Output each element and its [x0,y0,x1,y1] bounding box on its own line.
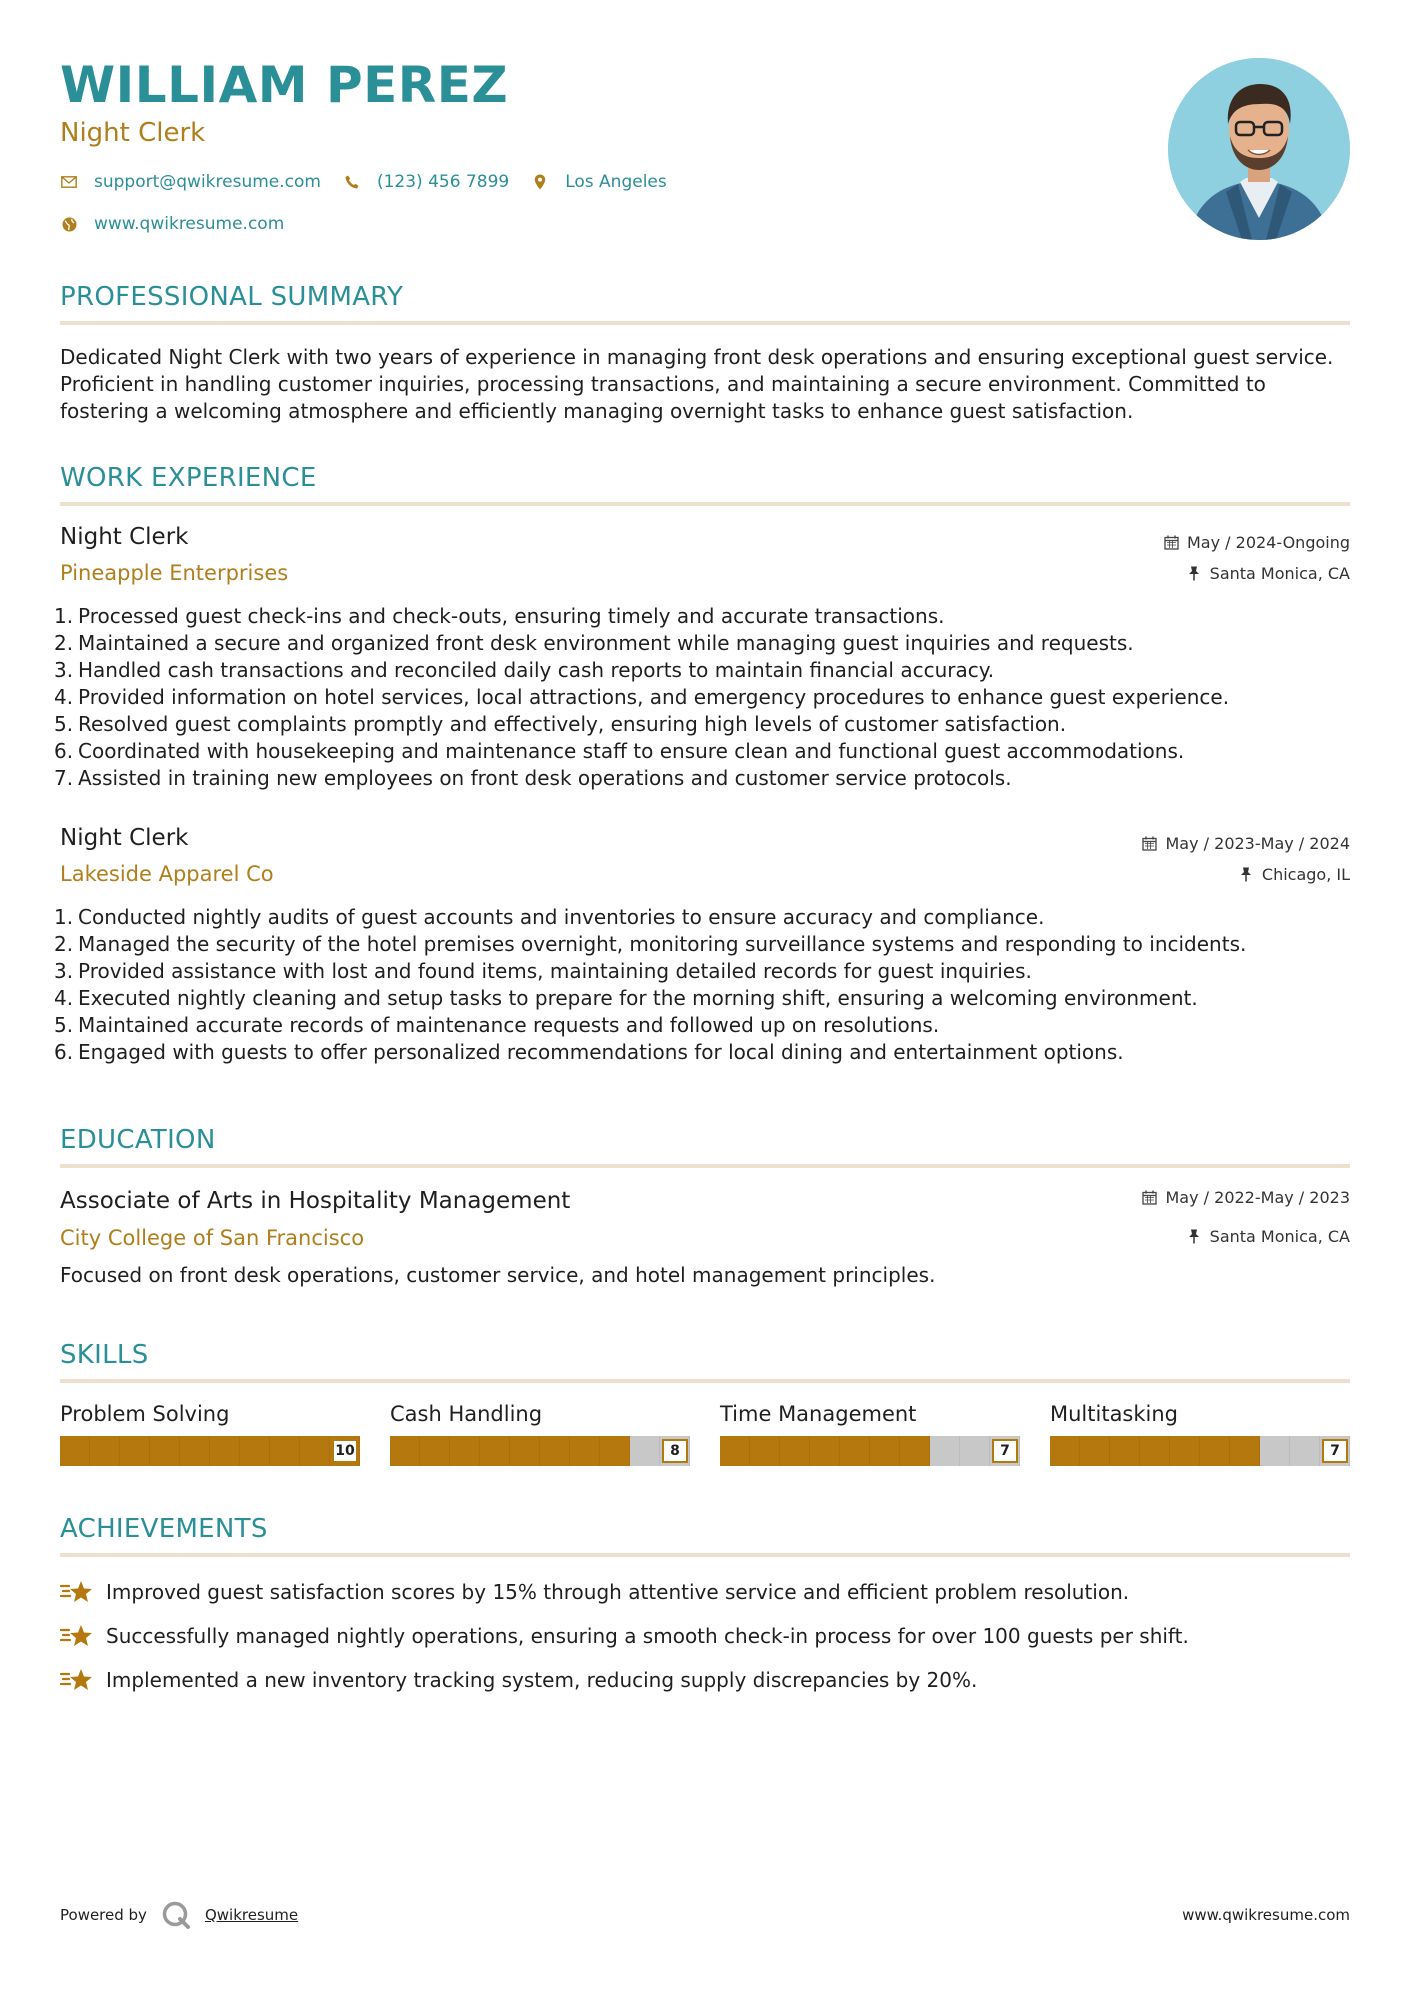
skill-segment [480,1436,510,1466]
brand-link[interactable]: Qwikresume [204,1906,299,1924]
achievements-heading: ACHIEVEMENTS [60,1514,268,1544]
skill-score: 7 [992,1439,1018,1463]
calendar-icon [1163,535,1179,551]
skill-segment [900,1436,930,1466]
achievement-item [60,1578,1129,1606]
job-location [1186,564,1350,583]
skill-segment [1170,1436,1200,1466]
skill-segment [720,1436,750,1466]
skill-score: 8 [662,1439,688,1463]
summary-heading: PROFESSIONAL SUMMARY [60,282,404,312]
contact-website[interactable] [60,214,284,234]
skill-segment [240,1436,270,1466]
skill-segment [420,1436,450,1466]
shooting-star-icon [60,1666,94,1694]
achievement-text: Improved guest satisfaction scores by 15% through attentive service and efficient problem resolution. [106,1580,1130,1604]
shooting-star-icon [60,1578,94,1606]
skill-segment [930,1436,960,1466]
list-item: 2. Managed the security of the hotel premises overnight, monitoring surveillance systems and responding to incidents. [54,932,1247,956]
achievement-item [60,1622,1189,1650]
skill-segment [1200,1436,1230,1466]
skill-bar [390,1436,690,1466]
candidate-title: Night Clerk [60,118,206,148]
skill-segment [1080,1436,1110,1466]
job-location-text: Santa Monica, CA [1209,564,1350,583]
list-item: 3. Provided assistance with lost and found items, maintaining detailed records for guest inquiries. [54,959,1032,983]
skill-segment [750,1436,780,1466]
skill-segment [630,1436,660,1466]
job-location [1238,865,1350,884]
skill-bar [60,1436,360,1466]
powered-by-text: Powered by [60,1906,147,1924]
section-divider [60,321,1350,325]
achievement-item [60,1666,977,1694]
list-item: 4. Executed nightly cleaning and setup tasks to prepare for the morning shift, ensuring a welcoming environment. [54,986,1198,1010]
experience-heading: WORK EXPERIENCE [60,463,317,493]
skill-segment [780,1436,810,1466]
shooting-star-icon [60,1622,94,1650]
list-item: 4. Provided information on hotel services, local attractions, and emergency procedures to enhance guest experience. [54,685,1230,709]
profile-photo [1168,58,1350,240]
website-text: www.qwikresume.com [94,214,285,234]
job-dates [1142,834,1351,853]
skill-segment [510,1436,540,1466]
education-description: Focused on front desk operations, customer service, and hotel management principles. [60,1263,936,1287]
achievement-text: Implemented a new inventory tracking system, reducing supply discrepancies by 20%. [106,1668,978,1692]
email-text: support@qwikresume.com [94,172,321,192]
pushpin-icon [1238,867,1254,883]
skill-score: 10 [332,1439,358,1463]
skills-heading: SKILLS [60,1340,149,1370]
skill-segment [1140,1436,1170,1466]
list-item: 7. Assisted in training new employees on front desk operations and customer service protocols. [54,766,1012,790]
section-divider [60,1379,1350,1383]
calendar-icon [1142,1190,1158,1206]
skill-item [1050,1402,1350,1466]
footer-powered-by [60,1900,298,1930]
skill-segment [960,1436,990,1466]
section-divider [60,1553,1350,1557]
pushpin-icon [1186,566,1202,582]
skill-segment [270,1436,300,1466]
education-heading: EDUCATION [60,1125,216,1155]
skill-segment [1230,1436,1260,1466]
candidate-name: WILLIAM PEREZ [60,56,509,114]
contact-email[interactable] [60,172,321,192]
education-dates [1142,1188,1351,1207]
job-title: Night Clerk [60,825,189,851]
skill-bar [720,1436,1020,1466]
skill-item [390,1402,690,1466]
globe-icon [60,215,78,233]
list-item: 2. Maintained a secure and organized front desk environment while managing guest inquiries and requests. [54,631,1134,655]
skill-segment [1260,1436,1290,1466]
job-dates-text: May / 2024-Ongoing [1187,533,1350,552]
job-dates [1163,533,1350,552]
education-location [1186,1227,1350,1246]
skill-item [60,1402,360,1466]
section-divider [60,1164,1350,1168]
skill-segment [570,1436,600,1466]
skill-segment [120,1436,150,1466]
envelope-icon [60,173,78,191]
skill-segment [60,1436,90,1466]
job-bullets [54,603,1354,792]
contact-row [60,172,689,192]
skill-segment [540,1436,570,1466]
skill-segment [90,1436,120,1466]
skill-segment [1290,1436,1320,1466]
education-location-text: Santa Monica, CA [1209,1227,1350,1246]
skill-name: Problem Solving [60,1402,230,1426]
job-bullets [54,904,1354,1066]
job-dates-text: May / 2023-May / 2024 [1165,834,1350,853]
list-item: 5. Resolved guest complaints promptly and effectively, ensuring high levels of customer satisfaction. [54,712,1067,736]
list-item: 1. Processed guest check-ins and check-outs, ensuring timely and accurate transactions. [54,604,945,628]
calendar-icon [1142,836,1158,852]
summary-text: Dedicated Night Clerk with two years of experience in managing front desk operations and ensuring exceptional guest service. Proficient in handling customer inquiries, processing transactions, and maintaining a secure environment. Committed to fostering a welcoming atmosphere and efficiently managing overnight tasks to enhance guest satisfaction. [60,345,1334,423]
job-location-text: Chicago, IL [1261,865,1350,884]
skill-segment [810,1436,840,1466]
skill-segment [210,1436,240,1466]
contact-location [531,172,667,192]
skill-name: Time Management [720,1402,917,1426]
skill-segment [840,1436,870,1466]
skill-segment [300,1436,330,1466]
list-item: 6. Coordinated with housekeeping and maintenance staff to ensure clean and functional guest accommodations. [54,739,1185,763]
section-divider [60,502,1350,506]
map-pin-icon [531,173,549,191]
skill-segment [1110,1436,1140,1466]
job-company: Lakeside Apparel Co [60,862,274,886]
skill-segment [1050,1436,1080,1466]
list-item: 1. Conducted nightly audits of guest accounts and inventories to ensure accuracy and compliance. [54,905,1045,929]
phone-text: (123) 456 7899 [376,172,510,192]
skill-segment [600,1436,630,1466]
list-item: 6. Engaged with guests to offer personalized recommendations for local dining and entertainment options. [54,1040,1124,1064]
skill-bar [1050,1436,1350,1466]
skill-name: Multitasking [1050,1402,1179,1426]
job-title: Night Clerk [60,524,189,550]
location-text: Los Angeles [565,172,667,192]
skill-segment [150,1436,180,1466]
achievement-text: Successfully managed nightly operations, ensuring a smooth check-in process for over 100 guests per shift. [106,1624,1189,1648]
footer-website[interactable]: www.qwikresume.com [1182,1906,1350,1924]
skill-item [720,1402,1020,1466]
job-company: Pineapple Enterprises [60,561,289,585]
skill-segment [870,1436,900,1466]
skill-score: 7 [1322,1439,1348,1463]
skill-segment [450,1436,480,1466]
list-item: 3. Handled cash transactions and reconciled daily cash reports to maintain financial accuracy. [54,658,995,682]
education-school: City College of San Francisco [60,1226,365,1250]
phone-icon [343,173,361,191]
skill-segment [390,1436,420,1466]
contact-row-website [60,214,306,234]
contact-phone[interactable] [343,172,509,192]
skill-segment [180,1436,210,1466]
skill-name: Cash Handling [390,1402,543,1426]
qwikresume-logo-icon [161,1900,191,1930]
education-degree: Associate of Arts in Hospitality Management [60,1188,571,1214]
list-item: 5. Maintained accurate records of maintenance requests and followed up on resolutions. [54,1013,940,1037]
education-dates-text: May / 2022-May / 2023 [1165,1188,1350,1207]
pushpin-icon [1186,1229,1202,1245]
